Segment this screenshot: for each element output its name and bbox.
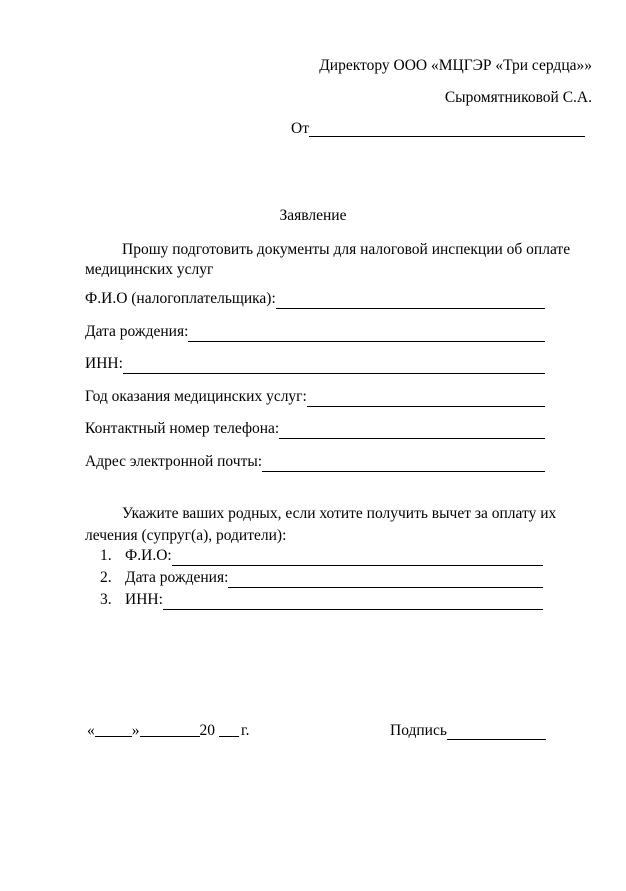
date-line [87,722,249,740]
field-row-taxpayer-name [85,288,545,309]
addressee-line-2: Сыромятниковой С.А. [444,89,592,106]
signature-label: Подпись [390,722,447,739]
signature-row [390,722,546,740]
relative-birth-date-label: Дата рождения: [125,569,229,586]
field-row-service-year [85,386,545,407]
from-row [291,120,585,137]
intro-paragraph: Прошу подготовить документы для налоговой инспекции об оплате медицинских услуг [85,241,571,278]
relative-inn-number: 3. [100,591,112,608]
relative-birth-date-number: 2. [100,569,112,586]
signature-blank-line[interactable] [447,722,546,740]
field-row-inn [85,353,545,374]
date-year-blank-line[interactable] [219,723,239,737]
phone-label: Контактный номер телефона: [85,420,280,437]
inn-label: ИНН: [85,355,123,372]
taxpayer-name-blank-line[interactable] [276,288,545,309]
field-row-phone [85,418,545,439]
taxpayer-fields [85,288,545,483]
email-label: Адрес электронной почты: [85,452,263,470]
relative-name-label: Ф.И.О: [125,547,172,564]
email-blank-line[interactable] [262,451,545,472]
addressee-line-1: Директору ООО «МЦГЭР «Три сердца»» [319,57,592,74]
inn-blank-line[interactable] [123,353,545,374]
document-title: Заявление [279,207,347,224]
relative-inn-label: ИНН: [125,591,163,608]
field-row-birth-date [85,321,545,342]
date-month-blank-line[interactable] [140,723,200,737]
relative-name-blank-line[interactable] [172,545,543,566]
service-year-label: Год оказания медицинских услуг: [85,387,307,405]
date-close-quote: » [131,722,140,739]
relative-row-inn [100,589,543,610]
relatives-paragraph: Укажите ваших родных, если хотите получить вычет за оплату их лечения (супруг(а), родители): [85,505,557,544]
relative-name-number: 1. [100,547,112,564]
relative-row-name [100,545,543,566]
relative-birth-date-blank-line[interactable] [228,567,543,588]
relative-inn-blank-line[interactable] [163,589,543,610]
taxpayer-name-label: Ф.И.О (налогоплательщика): [85,290,276,307]
date-century: 20 [199,722,215,739]
from-blank-line[interactable] [309,120,585,137]
date-year-suffix: г. [241,722,250,739]
birth-date-label: Дата рождения: [85,322,189,340]
from-label: От [291,120,309,137]
field-row-email [85,451,545,472]
phone-blank-line[interactable] [279,418,545,439]
date-open-quote: « [87,722,95,739]
relatives-list [100,545,543,611]
service-year-blank-line[interactable] [307,386,545,407]
birth-date-blank-line[interactable] [188,321,545,342]
date-day-blank-line[interactable] [95,723,132,737]
relative-row-birth-date [100,567,543,588]
